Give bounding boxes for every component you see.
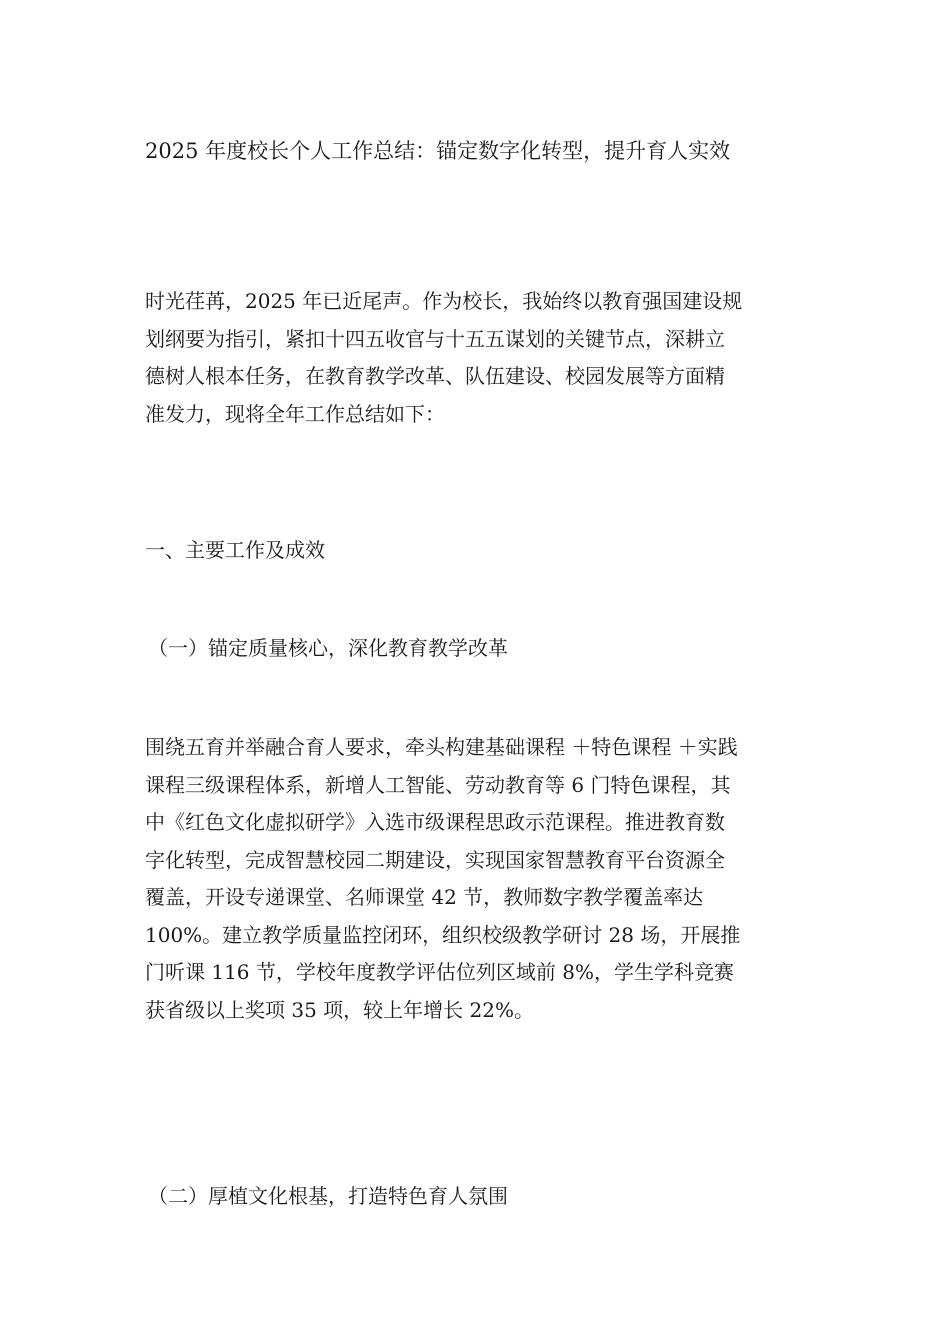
paragraph-line: 时光荏苒，2025 年已近尾声。作为校长，我始终以教育强国建设规: [145, 289, 743, 313]
paragraph-line: 门听课 116 节，学校年度教学评估位列区域前 8%，学生学科竞赛: [145, 960, 734, 984]
paragraph-line: 围绕五育并举融合育人要求，牵头构建基础课程 ＋特色课程 ＋实践: [145, 735, 738, 759]
paragraph-line: 覆盖，开设专递课堂、名师课堂 42 节，教师数字教学覆盖率达: [145, 885, 704, 909]
paragraph-line: 课程三级课程体系，新增人工智能、劳动教育等 6 门特色课程，其: [145, 772, 731, 797]
document-title: 2025 年度校长个人工作总结：锚定数字化转型，提升育人实效: [145, 139, 731, 163]
paragraph-line: 中《红色文化虚拟研学》入选市级课程思政示范课程。推进教育数: [145, 810, 725, 834]
paragraph-line: 准发力，现将全年工作总结如下：: [145, 401, 445, 426]
paragraph-line: 德树人根本任务，在教育教学改革、队伍建设、校园发展等方面精: [145, 364, 725, 388]
subsection-heading: （二）厚植文化根基，打造特色育人氛围: [148, 1184, 508, 1208]
body-paragraph: [145, 729, 810, 1029]
paragraph-line: 100%。建立教学质量监控闭环，组织校级教学研讨 28 场，开展推: [145, 922, 741, 947]
section-heading: 一、主要工作及成效: [145, 538, 325, 562]
subsection-heading: （一）锚定质量核心，深化教育教学改革: [148, 636, 508, 660]
paragraph-line: 获省级以上奖项 35 项，较上年增长 22%。: [145, 997, 534, 1022]
intro-paragraph: [145, 283, 810, 433]
paragraph-line: 字化转型，完成智慧校园二期建设，实现国家智慧教育平台资源全: [145, 847, 725, 872]
paragraph-line: 划纲要为指引，紧扣十四五收官与十五五谋划的关键节点，深耕立: [145, 326, 725, 351]
